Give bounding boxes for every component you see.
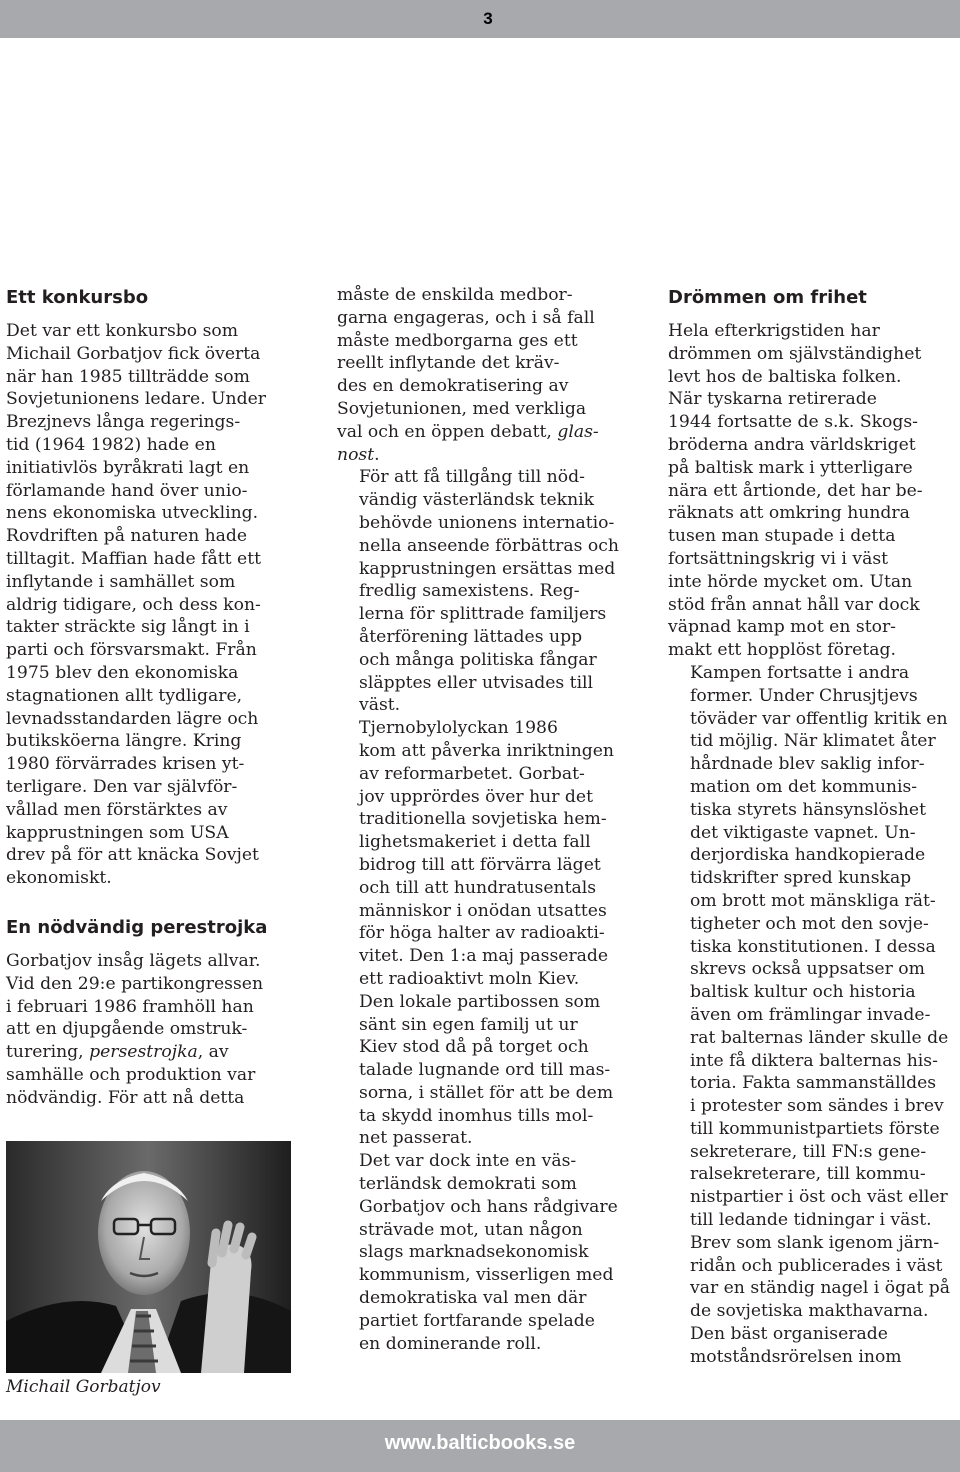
text-line: inflytande i samhället som — [6, 571, 236, 592]
column-3 — [668, 284, 956, 1369]
text-line: makt ett hopplöst företag. — [668, 640, 896, 661]
text-line: terligare. Den var självför- — [6, 776, 238, 797]
text-line: sekreterare, till FN:s gene- — [690, 1141, 927, 1162]
text-line: ralsekreterare, till kommu- — [690, 1164, 926, 1185]
text-line: fredlig samexistens. Reg- — [359, 581, 580, 602]
text-line: och till att hundratusentals — [359, 877, 597, 898]
text-line: terländsk demokrati som — [359, 1174, 577, 1195]
text-line: strävade mot, utan någon — [359, 1219, 583, 1240]
text-line: Michail Gorbatjov fick överta — [6, 343, 261, 364]
text-line: töväder var offentlig kritik en — [690, 708, 948, 729]
text-line: människor i onödan utsattes — [359, 900, 607, 921]
text-line — [337, 444, 625, 467]
text-line: Tjernobylolyckan 1986 — [359, 718, 558, 739]
text-line: stagnationen allt tydligare, — [6, 685, 243, 706]
text-line: Gorbatjov insåg lägets allvar. — [6, 950, 261, 971]
emphasis-glasnost-part2: nost — [337, 444, 375, 465]
paragraph-motstandsrorelsen — [668, 1323, 956, 1369]
text-line: Rovdriften på naturen hade — [6, 526, 248, 547]
text-line: demokratiska val men där — [359, 1288, 587, 1309]
text-line: måste de enskilda medbor- — [337, 285, 573, 305]
text-fragment: . — [374, 444, 380, 465]
paragraph-demokrati — [337, 1150, 625, 1355]
text-line: kapprustningen ersättas med — [359, 558, 616, 579]
text-line: butiksköerna längre. Kring — [6, 731, 242, 752]
text-line: sänt sin egen familj ut ur — [359, 1014, 578, 1035]
text-line: av reformarbetet. Gorbat- — [359, 763, 585, 784]
text-line: jov upprördes över hur det — [359, 786, 593, 807]
text-line: till kommunistpartiets förste — [690, 1118, 940, 1139]
text-line: former. Under Chrusjtjevs — [690, 685, 918, 706]
text-line: partiet fortfarande spelade — [359, 1310, 595, 1331]
text-line: tidskrifter spred kunskap — [690, 868, 912, 889]
text-line: inte få diktera balternas his- — [690, 1050, 938, 1071]
text-line: parti och försvarsmakt. Från — [6, 640, 257, 661]
text-line: net passerat. — [359, 1128, 473, 1149]
text-line: slags marknadsekonomisk — [359, 1242, 589, 1263]
text-line: Gorbatjov och hans rådgivare — [359, 1196, 618, 1217]
text-line: om brott mot mänskliga rät- — [690, 890, 936, 911]
text-line: Det var dock inte en väs- — [359, 1151, 577, 1172]
text-line: lighetsmakeriet i detta fall — [359, 832, 591, 853]
text-line: i februari 1986 framhöll han — [6, 996, 254, 1017]
text-line: bidrog till att förvärra läget — [359, 854, 601, 875]
paragraph-kampen — [668, 662, 956, 1323]
text-line: traditionella sovjetiska hem- — [359, 809, 607, 830]
text-line — [6, 1041, 291, 1064]
text-line: nödvändig. För att nå detta — [6, 1087, 245, 1108]
text-line: kom att påverka inriktningen — [359, 740, 615, 761]
text-line: tiska konstitutionen. I dessa — [690, 936, 936, 957]
text-line: till ledande tidningar i väst. — [690, 1210, 932, 1231]
text-line: 1980 förvärrades krisen yt- — [6, 754, 245, 775]
text-line: Kiev stod då på torget och — [359, 1037, 589, 1058]
section-heading-perestrojka: En nödvändig perestrojka — [6, 916, 268, 938]
text-line: reellt inflytande det kräv- — [337, 353, 560, 374]
text-line: tid möjlig. När klimatet åter — [690, 731, 936, 752]
text-line: tiska styrets hänsynslöshet — [690, 799, 926, 820]
text-line: släpptes eller utvisades till — [359, 672, 594, 693]
text-line: nella anseende förbättras och — [359, 535, 619, 556]
text-line: ekonomiskt. — [6, 868, 112, 889]
text-line: nistpartier i öst och väst eller — [690, 1187, 948, 1208]
text-line: måste medborgarna ges ett — [337, 330, 578, 351]
text-line: på baltisk mark i ytterligare — [668, 457, 913, 478]
text-line: 1975 blev den ekonomiska — [6, 662, 239, 683]
text-line: att en djupgående omstruk- — [6, 1019, 248, 1040]
text-line: ridån och publicerades i väst — [690, 1255, 943, 1276]
text-line: vållad men förstärktes av — [6, 799, 228, 820]
text-line: förlamande hand över unio- — [6, 480, 248, 501]
text-line: sorna, i stället för att be dem — [359, 1082, 614, 1103]
text-line: stöd från annat håll var dock — [668, 594, 920, 615]
text-line: det viktigaste vapnet. Un- — [690, 822, 916, 843]
portrait-photo — [6, 1141, 291, 1373]
text-line: tid (1964 1982) hade en — [6, 434, 216, 455]
text-line: För att få tillgång till nöd- — [359, 467, 585, 488]
text-line: nära ett årtionde, det har be- — [668, 480, 923, 501]
emphasis-persestrojka: persestrojka — [89, 1042, 198, 1063]
text-line: mation om det kommunis- — [690, 776, 918, 797]
text-line: och många politiska fångar — [359, 649, 597, 670]
text-line: tigheter och mot den sovje- — [690, 913, 929, 934]
column-2 — [337, 284, 625, 1355]
text-line: 1944 fortsatte de s.k. Skogs- — [668, 412, 918, 433]
text-line: inte hörde mycket om. Utan — [668, 571, 913, 592]
text-line: i protester som sändes i brev — [690, 1096, 944, 1117]
text-line: vändig västerländsk teknik — [359, 490, 595, 511]
text-line: när han 1985 tillträdde som — [6, 366, 250, 387]
text-line: en dominerande roll. — [359, 1333, 542, 1354]
text-line: tusen man stupade i detta — [668, 526, 896, 547]
text-line: hårdnade blev saklig infor- — [690, 754, 925, 775]
paragraph-teknik — [337, 466, 625, 717]
text-line: Den bäst organiserade — [690, 1324, 888, 1345]
text-line: skrevs också uppsatser om — [690, 959, 925, 980]
text-fragment: val och en öppen debatt, — [337, 421, 558, 442]
text-line: lerna för splittrade familjers — [359, 604, 607, 625]
section-heading-drommen-om-frihet: Drömmen om frihet — [668, 287, 867, 308]
text-line: väpnad kamp mot en stor- — [668, 617, 896, 638]
paragraph-perestrojka — [6, 950, 291, 1110]
paragraph-tjernobyl — [337, 717, 625, 1150]
portrait-illustration — [6, 1141, 291, 1373]
text-line: behövde unionens internatio- — [359, 512, 615, 533]
text-line: levt hos de baltiska folken. — [668, 366, 902, 387]
section-heading-ett-konkursbo: Ett konkursbo — [6, 287, 149, 308]
text-line: Sovjetunionen, med verkliga — [337, 398, 587, 419]
text-line: aldrig tidigare, och dess kon- — [6, 594, 261, 615]
text-line: rat balternas länder skulle de — [690, 1027, 949, 1048]
text-line: Brev som slank igenom järn- — [690, 1232, 940, 1253]
text-line: levnadsstandarden lägre och — [6, 708, 259, 729]
footer-url-link[interactable]: www.balticbooks.se — [384, 1431, 576, 1454]
text-line: drömmen om självständighet — [668, 343, 922, 364]
page-number: 3 — [483, 9, 493, 28]
emphasis-glasnost-part1: glas- — [557, 421, 599, 442]
text-line: ett radioaktivt moln Kiev. — [359, 968, 580, 989]
text-line: var en ständig nagel i ögat på — [690, 1278, 950, 1299]
text-line: även om främlingar invade- — [690, 1004, 931, 1025]
text-line — [337, 421, 625, 444]
text-line: vitet. Den 1:a maj passerade — [359, 946, 609, 967]
text-line: kapprustningen som USA — [6, 822, 229, 843]
text-line: Det var ett konkursbo som — [6, 321, 239, 341]
text-line: När tyskarna retirerade — [668, 389, 877, 410]
text-line: Den lokale partibossen som — [359, 991, 601, 1012]
text-line: de sovjetiska makthavarna. — [690, 1301, 929, 1322]
text-line: nens ekonomiska utveckling. — [6, 503, 259, 524]
text-line: motståndsrörelsen inom — [690, 1346, 902, 1367]
text-line: takter sträckte sig långt in i — [6, 617, 250, 638]
paragraph-efterkrigstiden — [668, 320, 956, 662]
text-line: garna engageras, och i så fall — [337, 307, 595, 328]
paragraph-konkursbo — [6, 320, 291, 890]
text-line: ta skydd inomhus tills mol- — [359, 1105, 594, 1126]
text-line: drev på för att knäcka Sovjet — [6, 845, 259, 866]
text-line: räknats att omkring hundra — [668, 503, 910, 524]
text-line: talade lugnande ord till mas- — [359, 1060, 611, 1081]
text-line: samhälle och produktion var — [6, 1064, 256, 1085]
text-line: derjordiska handkopierade — [690, 845, 926, 866]
column-1 — [6, 284, 291, 1110]
text-line: Brezjnevs långa regerings- — [6, 412, 241, 433]
text-line: baltisk kultur och historia — [690, 982, 916, 1003]
text-line: för höga halter av radioakti- — [359, 923, 605, 944]
text-line: Sovjetunionens ledare. Under — [6, 389, 266, 410]
text-line: återförening lättades upp — [359, 626, 583, 647]
text-line: des en demokratisering av — [337, 376, 569, 397]
text-line: Hela efterkrigstiden har — [668, 321, 880, 341]
text-fragment: turering, — [6, 1042, 90, 1063]
text-fragment: , av — [197, 1042, 229, 1063]
text-line: kommunism, visserligen med — [359, 1265, 614, 1286]
text-line: väst. — [359, 695, 401, 716]
photo-caption: Michail Gorbatjov — [6, 1377, 161, 1397]
text-line: fortsättningskrig vi i väst — [668, 548, 889, 569]
text-line: bröderna andra världskriget — [668, 434, 916, 455]
text-line: initiativlös byråkrati lagt en — [6, 457, 250, 478]
text-line: Vid den 29:e partikongressen — [6, 973, 264, 994]
text-line: Kampen fortsatte i andra — [690, 662, 910, 683]
text-line: tilltagit. Maffian hade fått ett — [6, 548, 262, 569]
text-line: toria. Fakta sammanställdes — [690, 1073, 937, 1094]
paragraph-glasnost — [337, 284, 625, 466]
